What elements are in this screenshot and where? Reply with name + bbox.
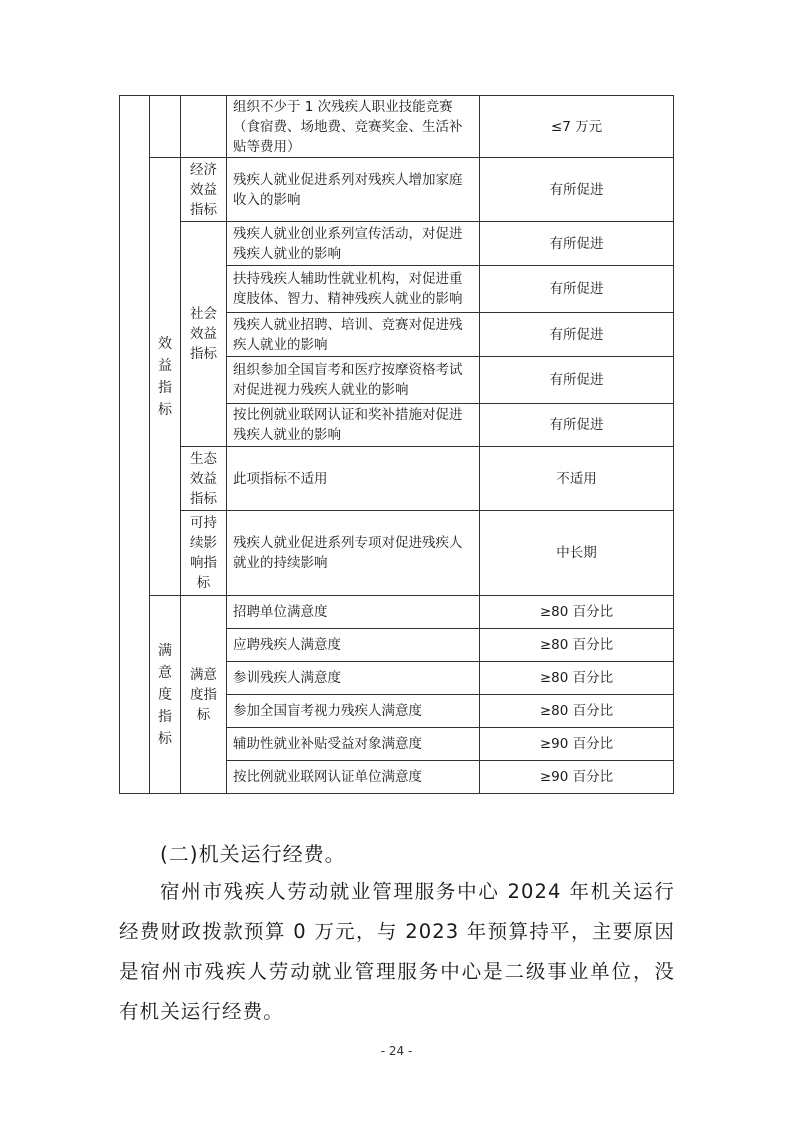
indicator-value: 有所促进 (480, 357, 674, 404)
indicator-description: 此项指标不适用 (227, 447, 480, 511)
indicator-value: ≥80 百分比 (480, 695, 674, 728)
indicator-value: ≥90 百分比 (480, 761, 674, 794)
table-row (120, 96, 674, 158)
indicator-value: ≥80 百分比 (480, 629, 674, 662)
indicator-description: 残疾人就业招聘、培训、竞赛对促进残疾人就业的影响 (227, 313, 480, 357)
indicator-value: 有所促进 (480, 313, 674, 357)
section-paragraph: 宿州市残疾人劳动就业管理服务中心 2024 年机关运行经费财政拨款预算 0 万元，与 2023 年预算持平，主要原因是宿州市残疾人劳动就业管理服务中心是二级事业单位，没有机关运行经费。 (119, 880, 675, 1023)
indicator-description: 残疾人就业促进系列专项对促进残疾人就业的持续影响 (227, 511, 480, 596)
indicator-value: ≥80 百分比 (480, 596, 674, 629)
indicator-description: 按比例就业联网认证单位满意度 (227, 761, 480, 794)
indicator-description: 应聘残疾人满意度 (227, 629, 480, 662)
table-blank-column (120, 96, 150, 794)
page-number: - 24 - (380, 1044, 413, 1058)
table-row (120, 447, 674, 511)
indicator-description: 残疾人就业创业系列宣传活动，对促进残疾人就业的影响 (227, 222, 480, 266)
level1-indicator-benefit: 效益指标 (150, 158, 181, 596)
level2-indicator-economic: 经济效益指标 (181, 158, 227, 222)
table-row (120, 158, 674, 222)
indicator-value: ≥80 百分比 (480, 662, 674, 695)
level2-indicator-ecological: 生态效益指标 (181, 447, 227, 511)
indicator-value: 有所促进 (480, 266, 674, 313)
indicator-value: 有所促进 (480, 404, 674, 447)
table-row (120, 596, 674, 629)
level2-indicator-sustainable: 可持续影响指标 (181, 511, 227, 596)
performance-indicator-table (119, 95, 674, 794)
indicator-value: 中长期 (480, 511, 674, 596)
indicator-description: 按比例就业联网认证和奖补措施对促进残疾人就业的影响 (227, 404, 480, 447)
indicator-value: 不适用 (480, 447, 674, 511)
indicator-value: 有所促进 (480, 222, 674, 266)
indicator-description: 扶持残疾人辅助性就业机构，对促进重度肢体、智力、精神残疾人就业的影响 (227, 266, 480, 313)
table-cell-empty (150, 96, 181, 158)
table-row (120, 511, 674, 596)
indicator-value: ≥90 百分比 (480, 728, 674, 761)
indicator-value: 有所促进 (480, 158, 674, 222)
level1-indicator-satisfaction: 满意度指标 (150, 596, 181, 794)
indicator-description: 招聘单位满意度 (227, 596, 480, 629)
table-cell-empty (181, 96, 227, 158)
indicator-description: 残疾人就业促进系列对残疾人增加家庭收入的影响 (227, 158, 480, 222)
level2-indicator-satisfaction: 满意度指标 (181, 596, 227, 794)
indicator-description: 组织参加全国盲考和医疗按摩资格考试对促进视力残疾人就业的影响 (227, 357, 480, 404)
indicator-description: 参加全国盲考视力残疾人满意度 (227, 695, 480, 728)
level2-indicator-social: 社会效益指标 (181, 222, 227, 447)
indicator-description: 组织不少于 1 次残疾人职业技能竞赛（食宿费、场地费、竞赛奖金、生活补贴等费用） (227, 96, 480, 158)
table-row (120, 222, 674, 266)
indicator-description: 参训残疾人满意度 (227, 662, 480, 695)
section-heading: (二)机关运行经费。 (160, 842, 346, 866)
indicator-description: 辅助性就业补贴受益对象满意度 (227, 728, 480, 761)
indicator-value: ≤7 万元 (480, 96, 674, 158)
